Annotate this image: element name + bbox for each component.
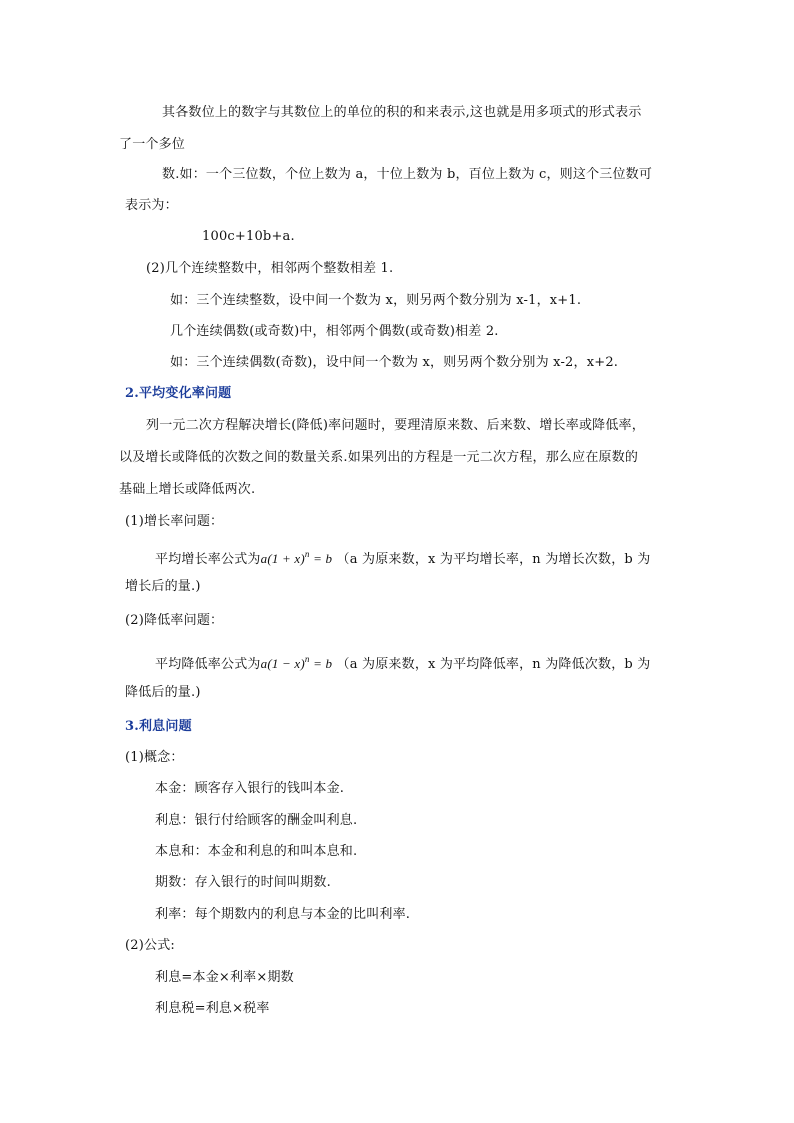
growth-prefix: 平均增长率公式为	[155, 552, 261, 567]
section-2-paragraph-3: 基础上增长或降低两次.	[119, 482, 256, 497]
section-3-heading: 3.利息问题	[125, 719, 192, 734]
definition-periods: 期数：存入银行的时间叫期数.	[155, 875, 331, 890]
definition-interest: 利息：银行付给顾客的酬金叫利息.	[155, 813, 358, 828]
definition-rate: 利率：每个期数内的利息与本金的比叫利率.	[155, 907, 411, 922]
growth-end: 增长后的量.)	[125, 579, 201, 594]
consecutive-title: (2)几个连续整数中，相邻两个整数相差 1.	[146, 261, 394, 276]
growth-formula: $a(1 + x)^n = b$	[260, 549, 333, 566]
intro-line-1: 其各数位上的数字与其数位上的单位的积的和来表示,这也就是用多项式的形式表示	[162, 105, 642, 120]
decline-suffix: （a 为原来数，x 为平均降低率，n 为降低次数，b 为	[336, 657, 651, 672]
definition-principal: 本金：顾客存入银行的钱叫本金.	[155, 781, 345, 796]
formula-tax: 利息税=利息×税率	[155, 1001, 270, 1016]
definition-sum: 本息和：本金和利息的和叫本息和.	[155, 844, 358, 859]
decline-prefix: 平均降低率公式为	[155, 657, 261, 672]
section-2-paragraph-1: 列一元二次方程解决增长(降低)率问题时，要理清原来数、后来数、增长率或降低率，	[146, 418, 645, 433]
consecutive-example-1: 如：三个连续整数，设中间一个数为 x，则另两个数分别为 x-1，x+1.	[170, 293, 582, 308]
section-2-heading: 2.平均变化率问题	[125, 386, 232, 401]
decline-title: (2)降低率问题：	[125, 613, 224, 628]
intro-line-3: 数.如：一个三位数，个位上数为 a，十位上数为 b，百位上数为 c，则这个三位数可	[162, 167, 653, 182]
concept-title: (1)概念：	[125, 750, 184, 765]
growth-formula-line	[155, 545, 650, 569]
intro-formula: 100c+10b+a.	[202, 229, 295, 244]
growth-title: (1)增长率问题：	[125, 514, 224, 529]
section-2-paragraph-2: 以及增长或降低的次数之间的数量关系.如果列出的方程是一元二次方程，那么应在原数的	[119, 450, 639, 465]
decline-formula-line	[155, 650, 650, 674]
consecutive-even-rule: 几个连续偶数(或奇数)中，相邻两个偶数(或奇数)相差 2.	[170, 324, 499, 339]
intro-line-2: 了一个多位	[119, 137, 186, 152]
intro-line-4: 表示为：	[125, 198, 178, 213]
decline-end: 降低后的量.)	[125, 685, 201, 700]
decline-formula: $a(1 - x)^n = b$	[260, 654, 333, 671]
formula-title: (2)公式:	[125, 938, 175, 953]
formula-interest: 利息=本金×利率×期数	[155, 970, 294, 985]
growth-suffix: （a 为原来数，x 为平均增长率，n 为增长次数，b 为	[336, 552, 651, 567]
consecutive-example-2: 如：三个连续偶数(奇数)，设中间一个数为 x，则另两个数分别为 x-2，x+2.	[170, 355, 619, 370]
